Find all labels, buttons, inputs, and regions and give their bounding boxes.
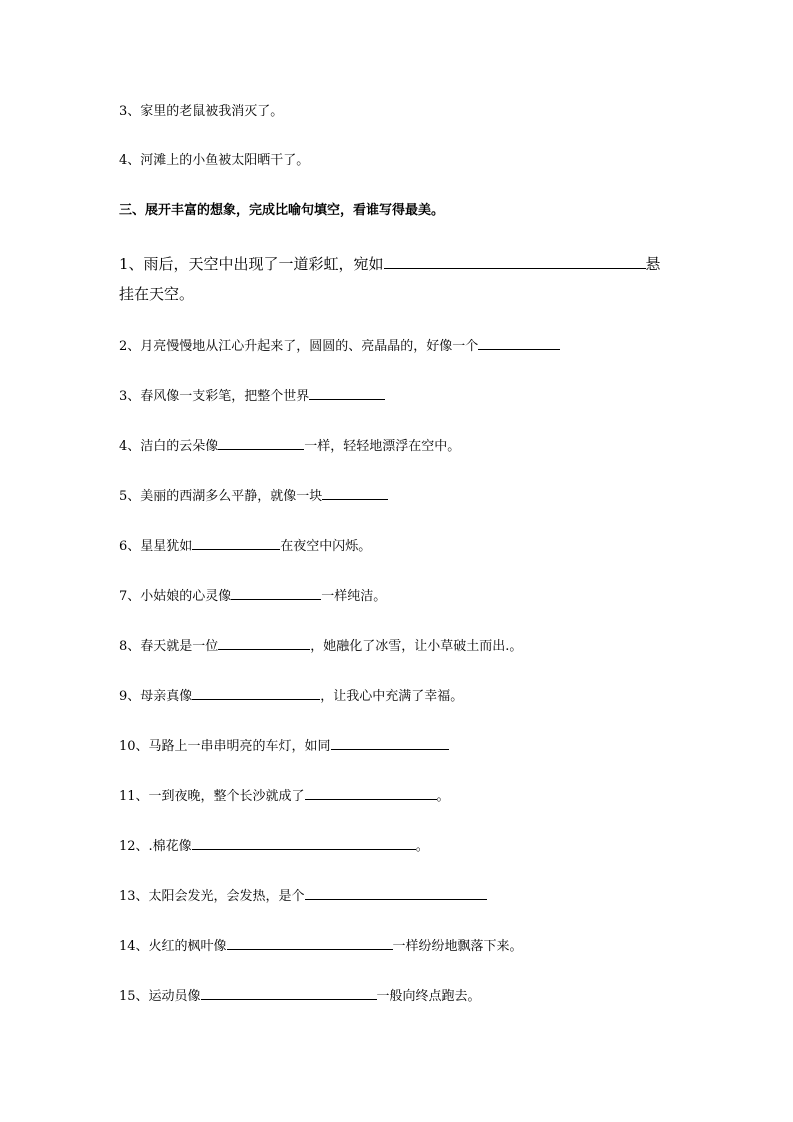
item-text: 3、家里的老鼠被我消灭了。	[119, 104, 284, 119]
question-text: 5、美丽的西湖多么平静，就像一块	[119, 489, 323, 504]
item-text: 4、河滩上的小鱼被太阳晒干了。	[119, 153, 310, 168]
question-1	[119, 253, 661, 274]
question-text-after: 。	[436, 789, 450, 804]
question-text: 15、运动员像	[119, 989, 201, 1004]
question-text-after: 。	[415, 839, 429, 854]
answer-blank[interactable]	[305, 784, 437, 800]
answer-blank[interactable]	[305, 884, 487, 900]
question-13	[119, 884, 487, 906]
question-text-after: ，让我心中充满了幸福。	[320, 689, 464, 704]
question-text: 9、母亲真像	[119, 689, 193, 704]
question-text: 3、春风像一支彩笔，把整个世界	[119, 389, 310, 404]
answer-blank[interactable]	[331, 734, 449, 750]
answer-blank[interactable]	[192, 684, 320, 700]
item-top-3	[119, 103, 283, 121]
question-text: 12、.棉花像	[119, 839, 192, 854]
question-text: 7、小姑娘的心灵像	[119, 589, 232, 604]
question-15	[119, 984, 481, 1006]
answer-blank[interactable]	[309, 384, 385, 400]
answer-blank[interactable]	[384, 253, 646, 269]
question-text: 14、火红的枫叶像	[119, 939, 227, 954]
question-text-after: 在夜空中闪烁。	[280, 539, 372, 554]
answer-blank[interactable]	[231, 584, 321, 600]
question-6	[119, 534, 371, 556]
answer-blank[interactable]	[322, 484, 388, 500]
question-text-after: 一样，轻轻地漂浮在空中。	[304, 439, 461, 454]
question-text: 2、月亮慢慢地从江心升起来了，圆圆的、亮晶晶的，好像一个	[119, 339, 479, 354]
question-4	[119, 434, 460, 456]
answer-blank[interactable]	[192, 834, 416, 850]
question-text-after: ，她融化了冰雪，让小草破土而出.。	[310, 639, 523, 654]
question-9	[119, 684, 463, 706]
answer-blank[interactable]	[218, 634, 310, 650]
question-text-after: 悬	[645, 255, 661, 273]
question-text-after: 一般向终点跑去。	[376, 989, 481, 1004]
answer-blank[interactable]	[218, 434, 304, 450]
question-text: 6、星星犹如	[119, 539, 193, 554]
question-14	[119, 934, 523, 956]
question-8	[119, 634, 522, 656]
answer-blank[interactable]	[192, 534, 280, 550]
section-heading-text: 三、展开丰富的想象，完成比喻句填空，看谁写得最美。	[119, 203, 445, 218]
question-text-after: 一样纷纷地飘落下来。	[392, 939, 523, 954]
question-text: 11、一到夜晚，整个长沙就成了	[119, 789, 305, 804]
answer-blank[interactable]	[478, 334, 560, 350]
answer-blank[interactable]	[227, 934, 393, 950]
question-text: 4、洁白的云朵像	[119, 439, 219, 454]
question-12	[119, 834, 429, 856]
question-text: 1、雨后，天空中出现了一道彩虹，宛如	[119, 255, 384, 273]
question-1-continuation	[119, 284, 194, 304]
question-2	[119, 334, 560, 356]
section-heading	[119, 202, 444, 220]
question-7	[119, 584, 386, 606]
question-10	[119, 734, 449, 756]
question-text: 10、马路上一串串明亮的车灯，如同	[119, 739, 331, 754]
question-text: 13、太阳会发光，会发热，是个	[119, 889, 305, 904]
question-text: 8、春天就是一位	[119, 639, 219, 654]
question-11	[119, 784, 450, 806]
question-5	[119, 484, 388, 506]
question-3	[119, 384, 385, 406]
question-text: 挂在天空。	[119, 285, 195, 303]
answer-blank[interactable]	[201, 984, 377, 1000]
item-top-4	[119, 152, 309, 170]
question-text-after: 一样纯洁。	[321, 589, 387, 604]
